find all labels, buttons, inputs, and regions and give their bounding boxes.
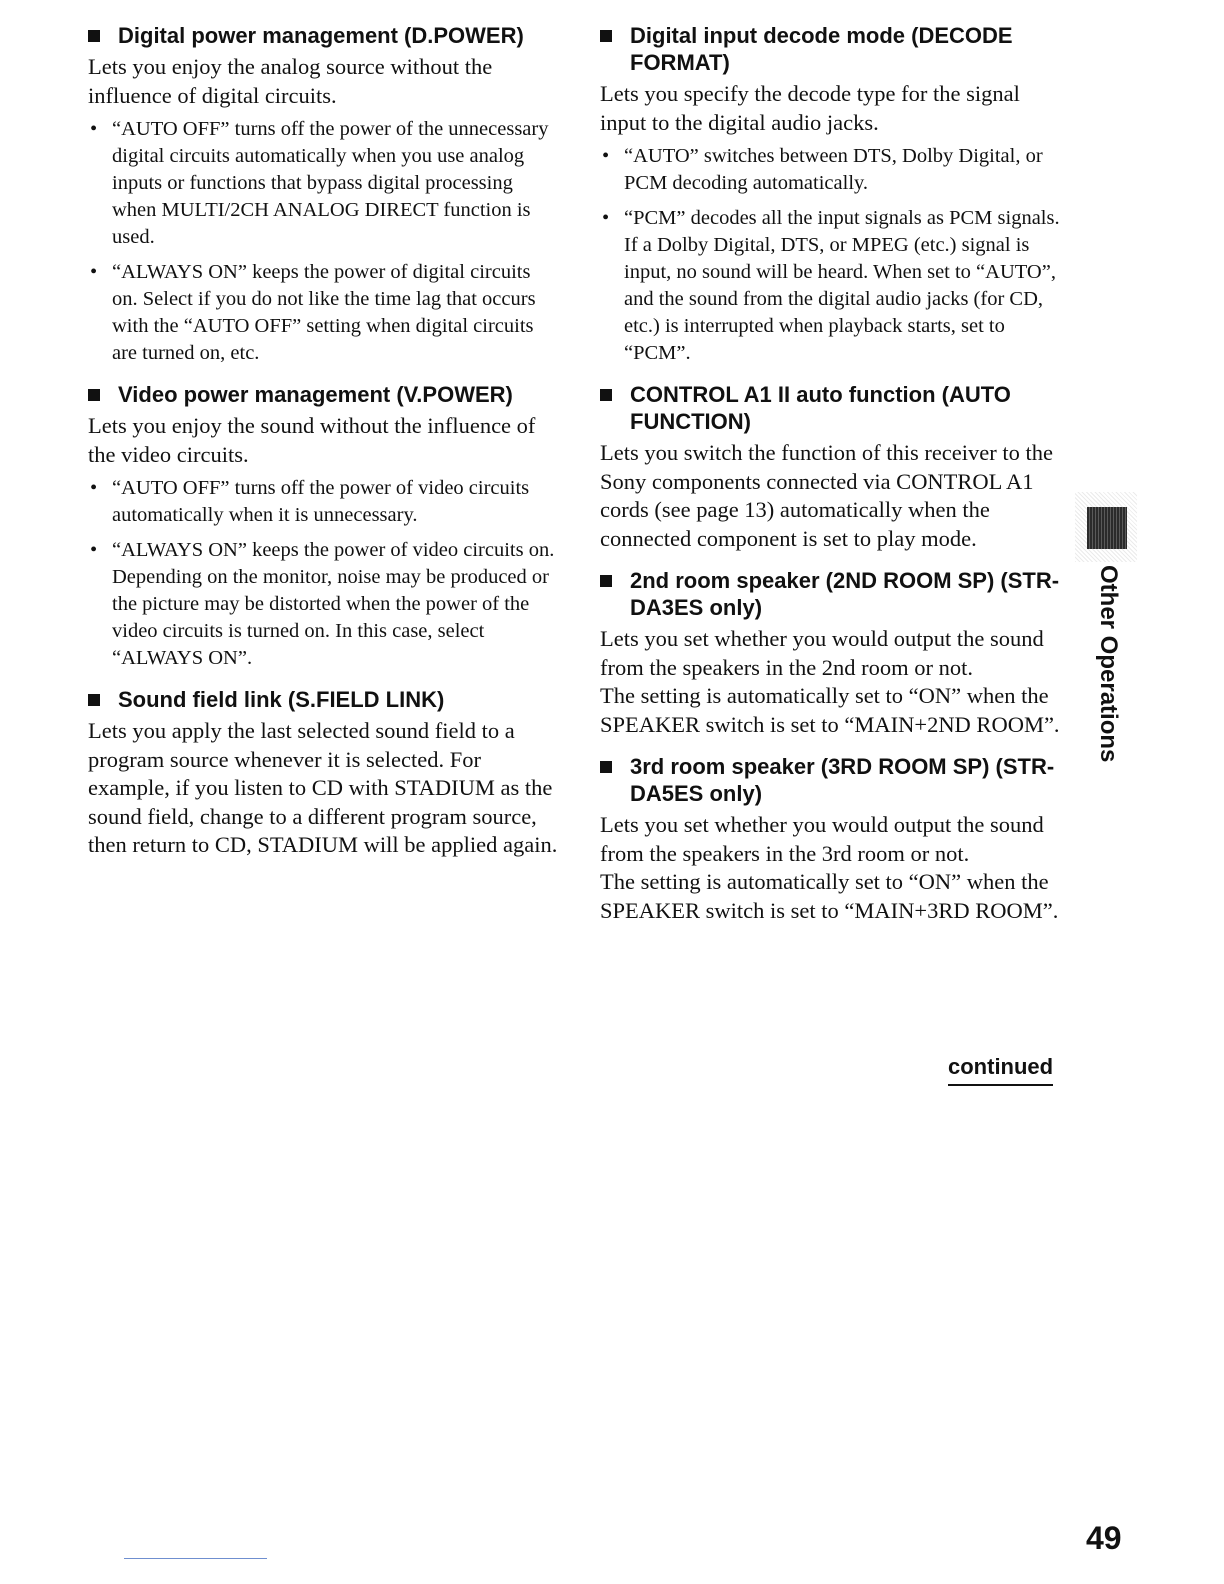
list-item: • “AUTO” switches between DTS, Dolby Digital, or PCM decoding automatically. bbox=[602, 145, 1043, 194]
section-video-power bbox=[88, 381, 558, 672]
section-body: Lets you specify the decode type for the signal input to the digital audio jacks. bbox=[600, 81, 1020, 135]
section-body: Lets you set whether you would output the sound from the speakers in the 3rd room or not. bbox=[600, 812, 1044, 866]
list-item: • “AUTO OFF” turns off the power of the unnecessary digital circuits automatically when you use analog inputs or functions that bypass digital processing when MULTI/2CH ANALOG DIRECT function is used. bbox=[90, 118, 549, 248]
section-heading: 2nd room speaker (2ND ROOM SP) (STR-DA3ES only) bbox=[598, 567, 1062, 621]
bullet-list bbox=[600, 143, 1062, 367]
section-digital-power bbox=[88, 22, 558, 367]
bullet-list bbox=[88, 475, 558, 672]
continued-label: continued bbox=[948, 1053, 1053, 1086]
list-item: • “PCM” decodes all the input signals as PCM signals. If a Dolby Digital, DTS, or MPEG (etc.) signal is input, no sound will be heard. When set to “AUTO”, and the sound from the digital audio jacks (for CD, etc.) is interrupted when playback starts, set to “PCM”. bbox=[602, 207, 1060, 364]
section-3rd-room-speaker bbox=[600, 753, 1062, 925]
square-bullet-icon bbox=[88, 389, 100, 401]
side-tab-marker bbox=[1087, 507, 1127, 549]
bullet-dot-icon: • bbox=[90, 261, 98, 283]
section-auto-function bbox=[600, 381, 1062, 553]
list-item: • “ALWAYS ON” keeps the power of video circuits on. Depending on the monitor, noise may be produced or the picture may be distorted when the power of the video circuits is turned on. In this case, select “ALWAYS ON”. bbox=[90, 539, 555, 669]
left-column bbox=[88, 22, 558, 874]
section-heading: 3rd room speaker (3RD ROOM SP) (STR-DA5ES only) bbox=[598, 753, 1062, 807]
section-heading: Sound field link (S.FIELD LINK) bbox=[86, 686, 558, 713]
square-bullet-icon bbox=[600, 575, 612, 587]
section-body: Lets you enjoy the analog source without the influence of digital circuits. bbox=[88, 54, 493, 108]
side-tab-label: Other Operations bbox=[1095, 565, 1122, 763]
section-sound-field-link bbox=[88, 686, 558, 860]
square-bullet-icon bbox=[600, 30, 612, 42]
bullet-dot-icon: • bbox=[90, 477, 98, 499]
section-body: Lets you apply the last selected sound field to a program source whenever it is selected. For example, if you listen to CD with STADIUM as the sound field, change to a different program source, then return to CD, STADIUM will be applied again. bbox=[88, 718, 558, 857]
section-body-note: The setting is automatically set to “ON” when the SPEAKER switch is set to “MAIN+2ND ROOM”. bbox=[600, 683, 1060, 737]
section-body: Lets you set whether you would output the sound from the speakers in the 2nd room or not. bbox=[600, 626, 1044, 680]
list-item: • “AUTO OFF” turns off the power of video circuits automatically when it is unnecessary. bbox=[90, 477, 530, 526]
page-number: 49 bbox=[1086, 1520, 1122, 1556]
section-heading: Digital input decode mode (DECODE FORMAT) bbox=[598, 22, 1062, 76]
square-bullet-icon bbox=[88, 30, 100, 42]
footer-rule bbox=[124, 1558, 267, 1559]
right-column bbox=[600, 22, 1062, 939]
section-heading: CONTROL A1 II auto function (AUTO FUNCTION) bbox=[598, 381, 1062, 435]
square-bullet-icon bbox=[88, 694, 100, 706]
section-2nd-room-speaker bbox=[600, 567, 1062, 739]
section-body: Lets you enjoy the sound without the influence of the video circuits. bbox=[88, 413, 536, 467]
section-heading: Video power management (V.POWER) bbox=[86, 381, 558, 408]
bullet-dot-icon: • bbox=[602, 145, 610, 167]
section-heading: Digital power management (D.POWER) bbox=[86, 22, 558, 49]
list-item: • “ALWAYS ON” keeps the power of digital circuits on. Select if you do not like the time lag that occurs with the “AUTO OFF” setting when digital circuits are turned on, etc. bbox=[90, 261, 536, 364]
bullet-dot-icon: • bbox=[90, 118, 98, 140]
square-bullet-icon bbox=[600, 761, 612, 773]
square-bullet-icon bbox=[600, 389, 612, 401]
bullet-dot-icon: • bbox=[602, 207, 610, 229]
section-body: Lets you switch the function of this receiver to the Sony components connected via CONTROL A1 cords (see page 13) automatically when the connected component is set to play mode. bbox=[600, 440, 1053, 551]
bullet-dot-icon: • bbox=[90, 539, 98, 561]
section-body-note: The setting is automatically set to “ON” when the SPEAKER switch is set to “MAIN+3RD ROOM”. bbox=[600, 869, 1059, 923]
bullet-list bbox=[88, 116, 558, 367]
section-decode-format bbox=[600, 22, 1062, 367]
